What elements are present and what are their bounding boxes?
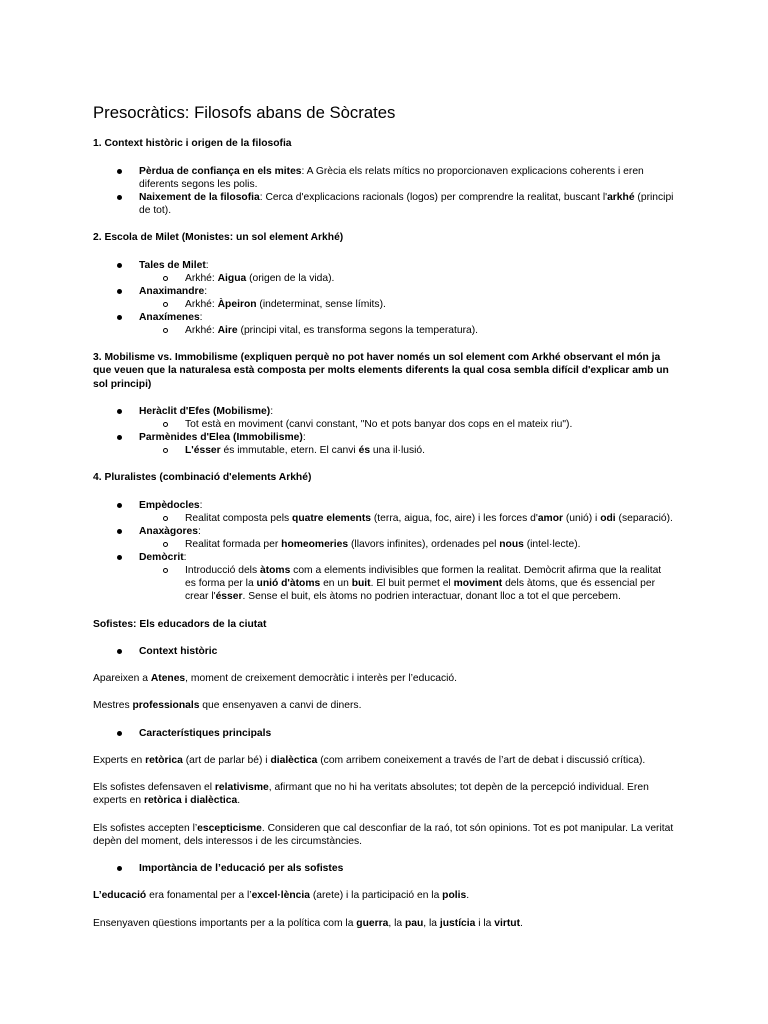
hollow-bullet-icon bbox=[163, 276, 168, 281]
text-run: (principi de tot). bbox=[139, 191, 674, 216]
bold-text: nous bbox=[499, 538, 524, 550]
text-run: : bbox=[199, 311, 203, 323]
sub-list bbox=[139, 512, 674, 525]
text-run: que ensenyaven a canvi de diners. bbox=[199, 700, 362, 712]
text-run: , la bbox=[388, 917, 405, 929]
bullet-icon bbox=[117, 409, 122, 414]
bold-text: Parmènides d'Elea (Immobilisme) bbox=[139, 431, 303, 443]
list-item-text bbox=[139, 862, 674, 875]
bullet-list bbox=[93, 165, 674, 217]
text-run: : A Grècia els relats mítics no proporcionaven explicacions coherents i eren diferents segons les polis. bbox=[139, 165, 644, 190]
text-run: : Cerca d'explicacions racionals (logos) per comprendre la realitat, buscant l' bbox=[259, 191, 608, 203]
text-run: dels àtoms, que és essencial per crear l' bbox=[185, 578, 656, 603]
bold-text: pau bbox=[404, 917, 424, 929]
bold-text: Aigua bbox=[217, 272, 247, 284]
sub-list bbox=[139, 564, 674, 603]
text-run: Realitat formada per bbox=[185, 538, 282, 550]
text-run: , moment de creixement democràtic i interès per l’educació. bbox=[185, 673, 458, 685]
bold-text: moviment bbox=[453, 578, 503, 590]
hollow-bullet-icon bbox=[163, 542, 168, 547]
text-run: (indeterminat, sense límits). bbox=[256, 298, 386, 310]
sub-list-item-text bbox=[185, 272, 674, 285]
bullet-icon bbox=[117, 731, 122, 736]
bold-text: odi bbox=[600, 512, 616, 524]
sub-list bbox=[139, 444, 674, 457]
paragraph bbox=[93, 781, 674, 807]
text-run: . Consideren que cal desconfiar de la raó, tot són opinions. Tot es pot manipular. La veritat depèn del moment, dels interessos i de les circumstàncies. bbox=[93, 822, 674, 847]
list-item-text bbox=[139, 499, 674, 512]
bold-text: Atenes bbox=[150, 673, 186, 685]
text-run: Els sofistes accepten l’ bbox=[93, 822, 198, 834]
text-run: , la bbox=[423, 917, 440, 929]
text-run: . bbox=[466, 890, 470, 902]
text-run: . Sense el buit, els àtoms no podrien interactuar, donant lloc a tot el que percebem. bbox=[242, 591, 621, 603]
text-run: . El buit permet el bbox=[370, 578, 454, 590]
bold-text: Tales de Milet bbox=[139, 259, 206, 271]
bold-text: Empèdocles bbox=[139, 499, 200, 511]
sub-list bbox=[139, 272, 674, 285]
bold-text: Context històric bbox=[139, 645, 218, 657]
hollow-bullet-icon bbox=[163, 568, 168, 573]
bold-text: virtut bbox=[494, 917, 521, 929]
document-page bbox=[93, 103, 674, 944]
bold-text: professionals bbox=[132, 700, 200, 712]
bold-text: L'ésser bbox=[185, 445, 221, 457]
bold-text: àtoms bbox=[259, 565, 291, 577]
list-item-text bbox=[139, 285, 674, 298]
text-run: : bbox=[197, 525, 201, 537]
text-run: . bbox=[520, 917, 523, 929]
list-item bbox=[93, 259, 674, 285]
sub-list bbox=[139, 324, 674, 337]
sub-list-item-text bbox=[185, 512, 674, 525]
hollow-bullet-icon bbox=[163, 328, 168, 333]
hollow-bullet-icon bbox=[163, 516, 168, 521]
document-body bbox=[93, 137, 674, 929]
sub-list-item-text bbox=[185, 444, 674, 457]
text-run: : bbox=[302, 431, 306, 443]
text-run: Mestres bbox=[93, 700, 133, 712]
text-run: : bbox=[205, 259, 209, 271]
sub-list-item bbox=[139, 418, 674, 431]
bold-text: justícia bbox=[439, 917, 476, 929]
list-item-text bbox=[139, 311, 674, 324]
text-run: (com arribem coneixement a través de l’art de debat i discussió crítica). bbox=[317, 754, 646, 766]
list-item bbox=[93, 191, 674, 217]
bold-text: unió d'àtoms bbox=[256, 578, 321, 590]
sub-list-item-text bbox=[185, 324, 674, 337]
text-run: una il·lusió. bbox=[370, 445, 426, 457]
text-run: (art de parlar bé) i bbox=[182, 754, 271, 766]
bold-text: Pèrdua de confiança en els mites bbox=[139, 165, 302, 177]
sub-list-item-text bbox=[185, 538, 674, 551]
bold-text: és bbox=[358, 445, 371, 457]
bold-text: Aire bbox=[217, 325, 238, 337]
bold-text: ésser bbox=[215, 591, 243, 603]
paragraph bbox=[93, 672, 674, 685]
text-run: Ensenyaven qüestions importants per a la política com la bbox=[93, 917, 357, 929]
bold-text: relativisme bbox=[214, 782, 269, 794]
text-run: (unió) i bbox=[563, 512, 601, 524]
list-item bbox=[93, 551, 674, 603]
bullet-list bbox=[93, 727, 674, 740]
bold-text: retòrica i dialèctica bbox=[143, 795, 238, 807]
text-run: Arkhé: bbox=[185, 325, 218, 337]
list-item bbox=[93, 165, 674, 191]
text-run: (intel·lecte). bbox=[523, 538, 581, 550]
text-run: és immutable, etern. El canvi bbox=[220, 445, 359, 457]
bullet-list bbox=[93, 499, 674, 604]
paragraph bbox=[93, 699, 674, 712]
bold-text: homeomeries bbox=[281, 538, 349, 550]
bold-text: arkhé bbox=[607, 191, 635, 203]
hollow-bullet-icon bbox=[163, 448, 168, 453]
text-run: Experts en bbox=[93, 754, 146, 766]
list-item bbox=[93, 645, 674, 658]
text-run: Els sofistes defensaven el bbox=[93, 782, 215, 794]
bold-text: L’educació bbox=[93, 890, 147, 902]
list-item bbox=[93, 285, 674, 311]
bullet-icon bbox=[117, 263, 122, 268]
text-run: Tot està en moviment (canvi constant, "No et pots banyar dos cops en el mateix riu"). bbox=[185, 418, 573, 430]
list-item bbox=[93, 405, 674, 431]
bold-text: Anaxàgores bbox=[139, 525, 198, 537]
text-run: (terra, aigua, foc, aire) i les forces d' bbox=[371, 512, 538, 524]
sub-list-item bbox=[139, 272, 674, 285]
list-item-text bbox=[139, 431, 674, 444]
list-item bbox=[93, 525, 674, 551]
list-item-text bbox=[139, 191, 674, 217]
text-run: (separació). bbox=[615, 512, 673, 524]
text-run: (arete) i la participació en la bbox=[309, 890, 443, 902]
bold-text: amor bbox=[537, 512, 563, 524]
bold-text: polis bbox=[442, 890, 467, 902]
bullet-icon bbox=[117, 195, 122, 200]
bold-text: guerra bbox=[356, 917, 389, 929]
bullet-icon bbox=[117, 503, 122, 508]
bullet-list bbox=[93, 862, 674, 875]
list-item bbox=[93, 727, 674, 740]
sub-list-item bbox=[139, 298, 674, 311]
sub-list bbox=[139, 418, 674, 431]
page-title: Presocràtics: Filosofs abans de Sòcrates bbox=[93, 103, 396, 122]
bullet-icon bbox=[117, 649, 122, 654]
hollow-bullet-icon bbox=[163, 302, 168, 307]
bold-text: dialèctica bbox=[270, 754, 318, 766]
bold-text: retòrica bbox=[145, 754, 183, 766]
bullet-list bbox=[93, 405, 674, 457]
sub-list-item-text bbox=[185, 418, 674, 431]
text-run: Arkhé: bbox=[185, 272, 218, 284]
text-run: : bbox=[199, 499, 203, 511]
bold-text: Heràclit d'Efes (Mobilisme) bbox=[139, 405, 271, 417]
text-run: (origen de la vida). bbox=[246, 272, 335, 284]
bullet-list bbox=[93, 259, 674, 338]
text-run: en un bbox=[320, 578, 352, 590]
sub-list-item bbox=[139, 444, 674, 457]
bold-text: Característiques principals bbox=[139, 727, 272, 739]
text-run: Apareixen a bbox=[93, 673, 151, 685]
bold-text: escepticisme bbox=[197, 822, 262, 834]
bold-text: Importància de l’educació per als sofistes bbox=[139, 863, 344, 874]
section-heading: 2. Escola de Milet (Monistes: un sol element Arkhé) bbox=[93, 232, 344, 244]
bullet-icon bbox=[117, 315, 122, 320]
hollow-bullet-icon bbox=[163, 422, 168, 427]
bullet-icon bbox=[117, 169, 122, 174]
paragraph bbox=[93, 822, 674, 848]
paragraph bbox=[93, 889, 674, 902]
text-run: : bbox=[204, 285, 208, 297]
list-item-text bbox=[139, 727, 674, 740]
list-item-text bbox=[139, 259, 674, 272]
bullet-icon bbox=[117, 555, 122, 560]
sub-list-item bbox=[139, 512, 674, 525]
list-item-text bbox=[139, 525, 674, 538]
text-run: i la bbox=[475, 917, 495, 929]
bold-text: Anaxímenes bbox=[139, 311, 200, 323]
paragraph bbox=[93, 754, 674, 767]
bold-text: quatre elements bbox=[292, 512, 372, 524]
sub-list bbox=[139, 538, 674, 551]
bold-text: Naixement de la filosofia bbox=[139, 191, 260, 203]
list-item-text bbox=[139, 645, 674, 658]
text-run: era fonamental per a l’ bbox=[146, 890, 252, 902]
sub-list-item bbox=[139, 564, 674, 603]
text-run: . bbox=[237, 795, 241, 807]
bold-text: excel·lència bbox=[251, 890, 310, 902]
list-item-text bbox=[139, 405, 674, 418]
bold-text: Àpeiron bbox=[217, 298, 257, 310]
bullet-icon bbox=[117, 435, 122, 440]
section-heading: 3. Mobilisme vs. Immobilisme (expliquen perquè no pot haver només un sol element com Arkhé observant el món ja que veuen que la naturalesa està composta per molts elements diferents la qual cosa sembla difícil d'explicar amb un sol principi) bbox=[93, 352, 669, 390]
list-item bbox=[93, 499, 674, 525]
list-item bbox=[93, 862, 674, 875]
list-item bbox=[93, 311, 674, 337]
sub-list-item bbox=[139, 324, 674, 337]
sub-list bbox=[139, 298, 674, 311]
text-run: Arkhé: bbox=[185, 298, 218, 310]
text-run: : bbox=[270, 405, 274, 417]
text-run: com a elements indivisibles que formen la realitat. Demòcrit afirma que la realitat es forma per la bbox=[185, 565, 662, 590]
sub-list-item-text bbox=[185, 564, 674, 603]
bullet-list bbox=[93, 645, 674, 658]
list-item bbox=[93, 431, 674, 457]
section-heading: 1. Context històric i origen de la filosofia bbox=[93, 138, 292, 150]
list-item-text bbox=[139, 551, 674, 564]
sub-list-item bbox=[139, 538, 674, 551]
bullet-icon bbox=[117, 529, 122, 534]
text-run: , afirmant que no hi ha veritats absolutes; tot depèn de la percepció individual. Eren experts en bbox=[93, 782, 649, 807]
paragraph bbox=[93, 917, 674, 930]
list-item-text bbox=[139, 165, 674, 191]
text-run: (principi vital, es transforma segons la temperatura). bbox=[237, 325, 479, 337]
bullet-icon bbox=[117, 289, 122, 294]
sub-list-item-text bbox=[185, 298, 674, 311]
section-heading: Sofistes: Els educadors de la ciutat bbox=[93, 618, 267, 630]
text-run: Realitat composta pels bbox=[185, 512, 293, 524]
bold-text: Anaximandre bbox=[139, 285, 205, 297]
text-run: Introducció dels bbox=[185, 565, 260, 577]
bullet-icon bbox=[117, 866, 122, 871]
bold-text: buit bbox=[351, 578, 371, 590]
text-run: (llavors infinites), ordenades pel bbox=[348, 538, 500, 550]
bold-text: Demòcrit bbox=[139, 552, 184, 563]
text-run: : bbox=[183, 552, 187, 563]
section-heading: 4. Pluralistes (combinació d'elements Arkhé) bbox=[93, 472, 312, 484]
